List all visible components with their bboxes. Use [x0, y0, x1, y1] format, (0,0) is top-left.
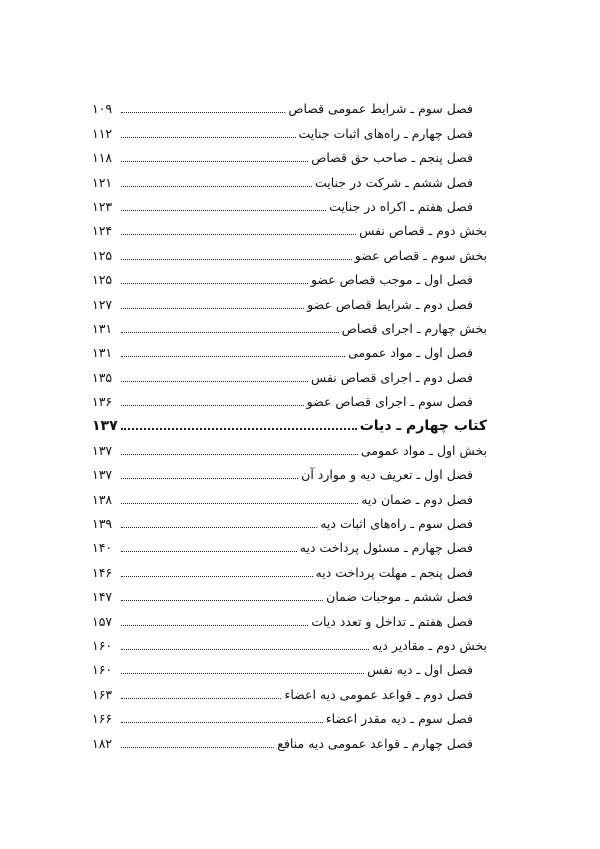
- toc-page-number: ۱۳۹: [92, 516, 113, 532]
- dot-leader: [121, 478, 298, 479]
- toc-page-number: ۱۸۲: [92, 735, 113, 751]
- dot-leader: [121, 259, 352, 260]
- toc-entry-title: بخش چهارم ـ اجرای قصاص: [341, 320, 487, 336]
- toc-entry-title: فصل پنجم ـ مهلت پرداخت دیه: [315, 564, 473, 580]
- toc-entry-row: [92, 166, 487, 190]
- dot-leader: [121, 308, 304, 309]
- toc-entry-row: [92, 508, 487, 532]
- toc-entry-title: بخش دوم ـ مقادیر دیه: [372, 637, 487, 653]
- toc-entry-row: [92, 191, 487, 215]
- toc-entry-row: [92, 93, 487, 117]
- toc-entry-title: بخش اول ـ مواد عمومی: [360, 442, 487, 458]
- toc-page-number: ۱۴۶: [92, 564, 113, 580]
- toc-page-number: ۱۶۳: [92, 686, 113, 702]
- toc-entry-title: فصل سوم ـ دیه مقدر اعضاء: [325, 711, 473, 727]
- toc-entry-title: فصل اول ـ دیه نفس: [367, 662, 473, 678]
- toc-page-number: ۱۳۶: [92, 394, 113, 410]
- toc-entry-row: [92, 678, 487, 702]
- dot-leader: [121, 649, 369, 650]
- toc-page-number: ۱۲۱: [92, 174, 113, 190]
- toc-page-number: ۱۱۸: [92, 150, 113, 166]
- toc-entry-title: فصل اول ـ موجب قصاص عضو: [310, 272, 473, 288]
- toc-entry-title: فصل چهارم ـ مسئول پرداخت دیه: [299, 540, 473, 556]
- dot-leader: [121, 722, 323, 723]
- toc-page-number: ۱۲۳: [92, 198, 113, 214]
- toc-entry-title: فصل ششم ـ موجبات ضمان: [326, 589, 473, 605]
- toc-entry-row: [92, 483, 487, 507]
- dot-leader: [121, 527, 317, 528]
- dot-leader: [121, 381, 308, 382]
- toc-entry-row: [92, 581, 487, 605]
- toc-entry-row: [92, 337, 487, 361]
- toc-entry-title: فصل چهارم ـ قواعد عمومی دیه منافع: [277, 735, 473, 751]
- toc-heading-row: [92, 410, 487, 434]
- dot-leader: [121, 356, 345, 357]
- toc-entry-title: فصل سوم ـ راه‌های اثبات دیه: [320, 516, 473, 532]
- toc-page-number: ۱۳۱: [92, 345, 113, 361]
- toc-entry-row: [92, 605, 487, 629]
- toc-page-number: ۱۳۵: [92, 369, 113, 385]
- toc-page-number: ۱۶۰: [92, 662, 113, 678]
- toc-page-number: ۱۳۱: [92, 320, 113, 336]
- toc-page-number: ۱۴۰: [92, 540, 113, 556]
- toc-page-number: ۱۲۴: [92, 223, 113, 239]
- toc-entry-row: [92, 386, 487, 410]
- toc-page-number: ۱۳۷: [92, 467, 113, 483]
- toc-entry-title: فصل چهارم ـ راه‌های اثبات جنایت: [298, 125, 473, 141]
- dot-leader: [121, 551, 297, 552]
- toc-entry-title: فصل اول ـ تعریف دیه و موارد آن: [301, 467, 473, 483]
- toc-entry-title: فصل سوم ـ اجرای قصاص عضو: [306, 394, 473, 410]
- toc-page-number: ۱۳۸: [92, 491, 113, 507]
- toc-entry-title: فصل پنجم ـ صاحب حق قصاص: [311, 150, 473, 166]
- toc-entry-row: [92, 532, 487, 556]
- toc-entry-row: [92, 117, 487, 141]
- toc-entry-title: بخش دوم ـ قصاص نفس: [359, 223, 487, 239]
- dot-leader: [121, 186, 312, 187]
- toc-page-number: ۱۴۷: [92, 589, 113, 605]
- toc-entry-title: فصل دوم ـ قواعد عمومی دیه اعضاء: [284, 686, 473, 702]
- toc-entry-row: [92, 288, 487, 312]
- dot-leader: [121, 625, 308, 626]
- dot-leader: [121, 600, 323, 601]
- toc-entry-title: فصل دوم ـ اجرای قصاص نفس: [311, 369, 473, 385]
- dot-leader: [121, 234, 356, 235]
- toc-entry-title: فصل اول ـ مواد عمومی: [348, 345, 473, 361]
- toc-entry-row: [92, 459, 487, 483]
- toc-page-number: ۱۶۰: [92, 637, 113, 653]
- toc-entry-title: فصل ششم ـ شرکت در جنایت: [314, 174, 473, 190]
- dot-leader: [121, 283, 308, 284]
- toc-page-number: ۱۳۷: [92, 442, 113, 458]
- table-of-contents: [92, 93, 487, 752]
- toc-entry-row: [92, 264, 487, 288]
- dot-leader: [121, 428, 357, 430]
- toc-entry-row: [92, 434, 487, 458]
- toc-page-number: ۱۲۵: [92, 247, 113, 263]
- dot-leader: [121, 210, 326, 211]
- toc-page-number: ۱۵۷: [92, 613, 113, 629]
- dot-leader: [121, 405, 304, 406]
- toc-entry-row: [92, 142, 487, 166]
- dot-leader: [121, 673, 364, 674]
- toc-page-number: ۱۶۶: [92, 711, 113, 727]
- dot-leader: [121, 454, 358, 455]
- toc-entry-row: [92, 556, 487, 580]
- toc-entry-row: [92, 239, 487, 263]
- toc-entry-title: فصل دوم ـ ضمان دیه: [361, 491, 473, 507]
- toc-page-number: ۱۳۷: [92, 418, 118, 435]
- dot-leader: [121, 137, 296, 138]
- dot-leader: [121, 576, 313, 577]
- toc-entry-row: [92, 654, 487, 678]
- toc-entry-row: [92, 727, 487, 751]
- toc-entry-row: [92, 630, 487, 654]
- toc-entry-row: [92, 361, 487, 385]
- toc-page-number: ۱۲۷: [92, 296, 113, 312]
- toc-entry-title: کتاب چهارم ـ دیات: [359, 418, 487, 435]
- toc-page-number: ۱۰۹: [92, 101, 113, 117]
- toc-entry-title: فصل هفتم ـ اکراه در جنایت: [329, 198, 473, 214]
- dot-leader: [121, 161, 308, 162]
- toc-page-number: ۱۱۲: [92, 125, 113, 141]
- dot-leader: [121, 747, 274, 748]
- toc-page-number: ۱۲۵: [92, 272, 113, 288]
- dot-leader: [121, 503, 358, 504]
- toc-entry-title: بخش سوم ـ قصاص عضو: [354, 247, 487, 263]
- toc-entry-title: فصل هفتم ـ تداخل و تعدد دیات: [311, 613, 473, 629]
- toc-entry-title: فصل سوم ـ شرایط عمومی قصاص: [288, 101, 473, 117]
- dot-leader: [121, 332, 339, 333]
- toc-entry-row: [92, 313, 487, 337]
- dot-leader: [121, 698, 281, 699]
- toc-entry-row: [92, 703, 487, 727]
- toc-entry-row: [92, 215, 487, 239]
- dot-leader: [121, 112, 285, 113]
- toc-entry-title: فصل دوم ـ شرایط قصاص عضو: [307, 296, 473, 312]
